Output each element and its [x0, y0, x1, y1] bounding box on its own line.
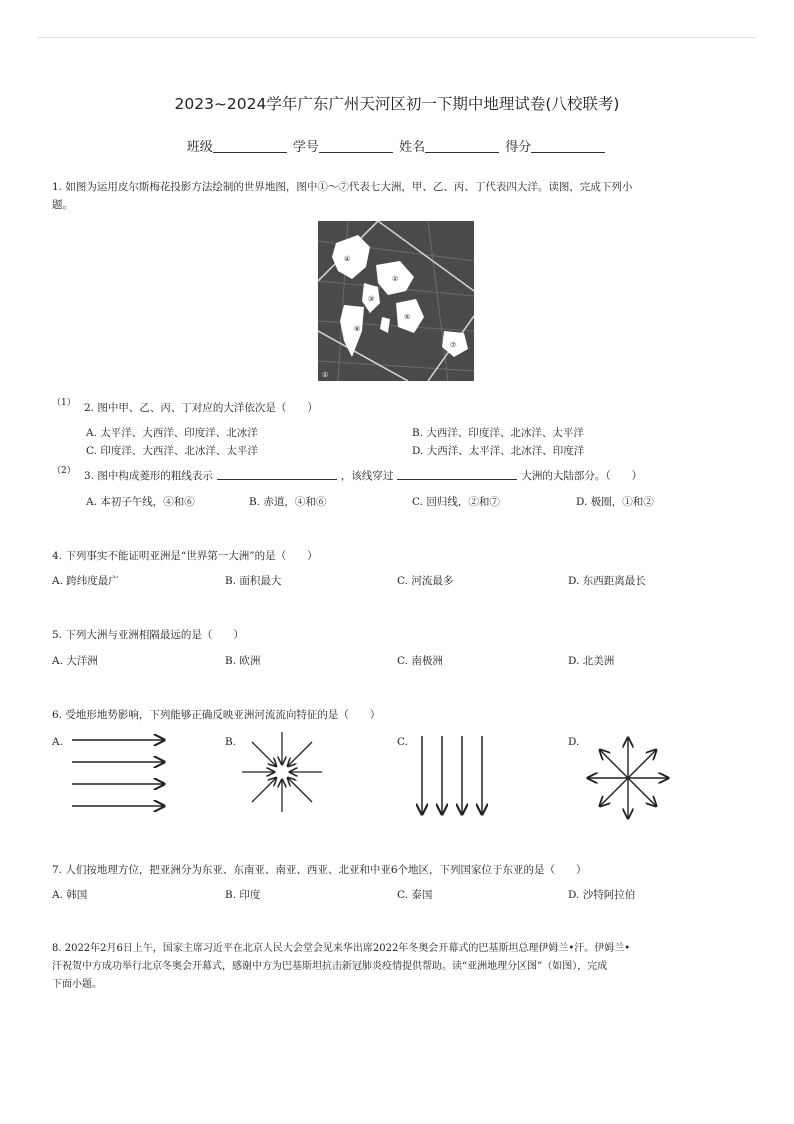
- q7-stem: 7. 人们按地理方位，把亚洲分为东亚、东南亚、南亚、西亚、北亚和中亚6个地区，下列国家位于东亚的是（ ）: [52, 864, 587, 876]
- q1-sub2-stem-part2: ，该线穿过: [340, 470, 394, 482]
- q1-stem-line2: 题。: [52, 199, 73, 211]
- q6-stem: 6. 受地形地势影响，下列能够正确反映亚洲河流流向特征的是（ ）: [52, 709, 381, 721]
- map-label: ③: [368, 295, 375, 303]
- q1-sub1-stem: 2. 图中甲、乙、丙、丁对应的大洋依次是（ ）: [84, 402, 318, 414]
- q1-sub1-option-d[interactable]: D. 大西洋、太平洋、北冰洋、印度洋: [412, 445, 585, 457]
- option-d-radiating-arrows-figure: [586, 734, 670, 822]
- q5-option-d[interactable]: D. 北美洲: [568, 655, 615, 667]
- map-label: ②: [392, 275, 399, 283]
- option-a-parallel-arrows-figure: [70, 732, 170, 816]
- q1-sub1-option-a[interactable]: A. 太平洋、大西洋、印度洋、北冰洋: [86, 427, 258, 439]
- q5-option-b[interactable]: B. 欧洲: [225, 655, 261, 667]
- q4-option-d[interactable]: D. 东西距离最长: [568, 575, 646, 587]
- class-label: 班级: [186, 140, 213, 155]
- student-id-field[interactable]: [319, 140, 393, 153]
- q1-stem-line1: 1. 如图为运用皮尔斯梅花投影方法绘制的世界地图，图中①～⑦代表七大洲，甲、乙、丙、丁代表四大洋。读图，完成下列小: [52, 181, 633, 193]
- student-info-row: [0, 136, 794, 155]
- q7-option-b[interactable]: B. 印度: [225, 889, 261, 901]
- score-field[interactable]: [531, 140, 605, 153]
- option-b-converging-arrows-figure: [240, 730, 324, 814]
- page-top-rule: [38, 37, 756, 38]
- q1-sub1-option-b[interactable]: B. 大西洋、印度洋、北冰洋、太平洋: [412, 427, 584, 439]
- q8-stem-line2: 汗祝贺中方成功举行北京冬奥会开幕式，感谢中方为巴基斯坦抗击新冠肺炎疫情提供帮助。读“亚洲地理分区图”（如图），完成: [52, 961, 608, 972]
- q6-option-b[interactable]: B.: [225, 736, 237, 748]
- world-map-figure: [318, 221, 474, 381]
- q5-option-c[interactable]: C. 南极洲: [397, 655, 443, 667]
- q1-sub2-stem-part3: 大洲的大陆部分。（ ）: [521, 470, 643, 482]
- q5-option-a[interactable]: A. 大洋洲: [52, 655, 98, 667]
- q1-sub2-option-d[interactable]: D. 极圈，①和②: [576, 496, 654, 508]
- q1-sub2-number: （2）: [52, 466, 76, 476]
- class-field[interactable]: [213, 140, 287, 153]
- q6-option-d[interactable]: D.: [568, 736, 580, 748]
- q1-sub2-blank2[interactable]: [397, 469, 517, 480]
- q1-sub2-stem-part1: 3. 图中构成菱形的粗线表示: [84, 470, 213, 482]
- q1-sub2-option-c[interactable]: C. 回归线，②和⑦: [412, 496, 500, 508]
- q4-option-a[interactable]: A. 跨纬度最广: [52, 575, 119, 587]
- map-label: ⑦: [450, 341, 457, 349]
- q8-stem-line3: 下面小题。: [52, 979, 102, 990]
- q7-option-d[interactable]: D. 沙特阿拉伯: [568, 889, 636, 901]
- q4-option-c[interactable]: C. 河流最多: [397, 575, 454, 587]
- student-id-label: 学号: [292, 140, 319, 155]
- map-label: ①: [322, 371, 329, 379]
- option-c-downward-arrows-figure: [410, 734, 490, 818]
- map-label: ④: [344, 255, 351, 263]
- q5-stem: 5. 下列大洲与亚洲相隔最远的是（ ）: [52, 629, 244, 641]
- q8-stem-line1: 8. 2022年2月6日上午，国家主席习近平在北京人民大会堂会见来华出席2022年冬奥会开幕式的巴基斯坦总理伊姆兰•汗。伊姆兰•: [52, 943, 631, 954]
- q4-option-b[interactable]: B. 面积最大: [225, 575, 282, 587]
- q1-sub1-number: （1）: [52, 398, 76, 408]
- q7-option-c[interactable]: C. 泰国: [397, 889, 433, 901]
- q1-sub2-stem: [84, 467, 642, 485]
- name-field[interactable]: [425, 140, 499, 153]
- q6-option-c[interactable]: C.: [397, 736, 408, 748]
- map-label: ⑤: [404, 313, 411, 321]
- q1-sub2-blank1[interactable]: [217, 469, 337, 480]
- q1-sub2-option-a[interactable]: A. 本初子午线，④和⑥: [86, 496, 195, 508]
- q6-option-a[interactable]: A.: [52, 736, 63, 748]
- q1-sub1-option-c[interactable]: C. 印度洋、大西洋、北冰洋、太平洋: [86, 445, 258, 457]
- q1-sub2-option-b[interactable]: B. 赤道，④和⑥: [249, 496, 327, 508]
- q7-option-a[interactable]: A. 韩国: [52, 889, 88, 901]
- name-label: 姓名: [399, 140, 426, 155]
- q4-stem: 4. 下列事实不能证明亚洲是“世界第一大洲”的是（ ）: [52, 550, 318, 562]
- map-label: ⑥: [354, 325, 361, 333]
- page-title: 2023~2024学年广东广州天河区初一下期中地理试卷(八校联考): [174, 95, 620, 113]
- score-label: 得分: [505, 140, 532, 155]
